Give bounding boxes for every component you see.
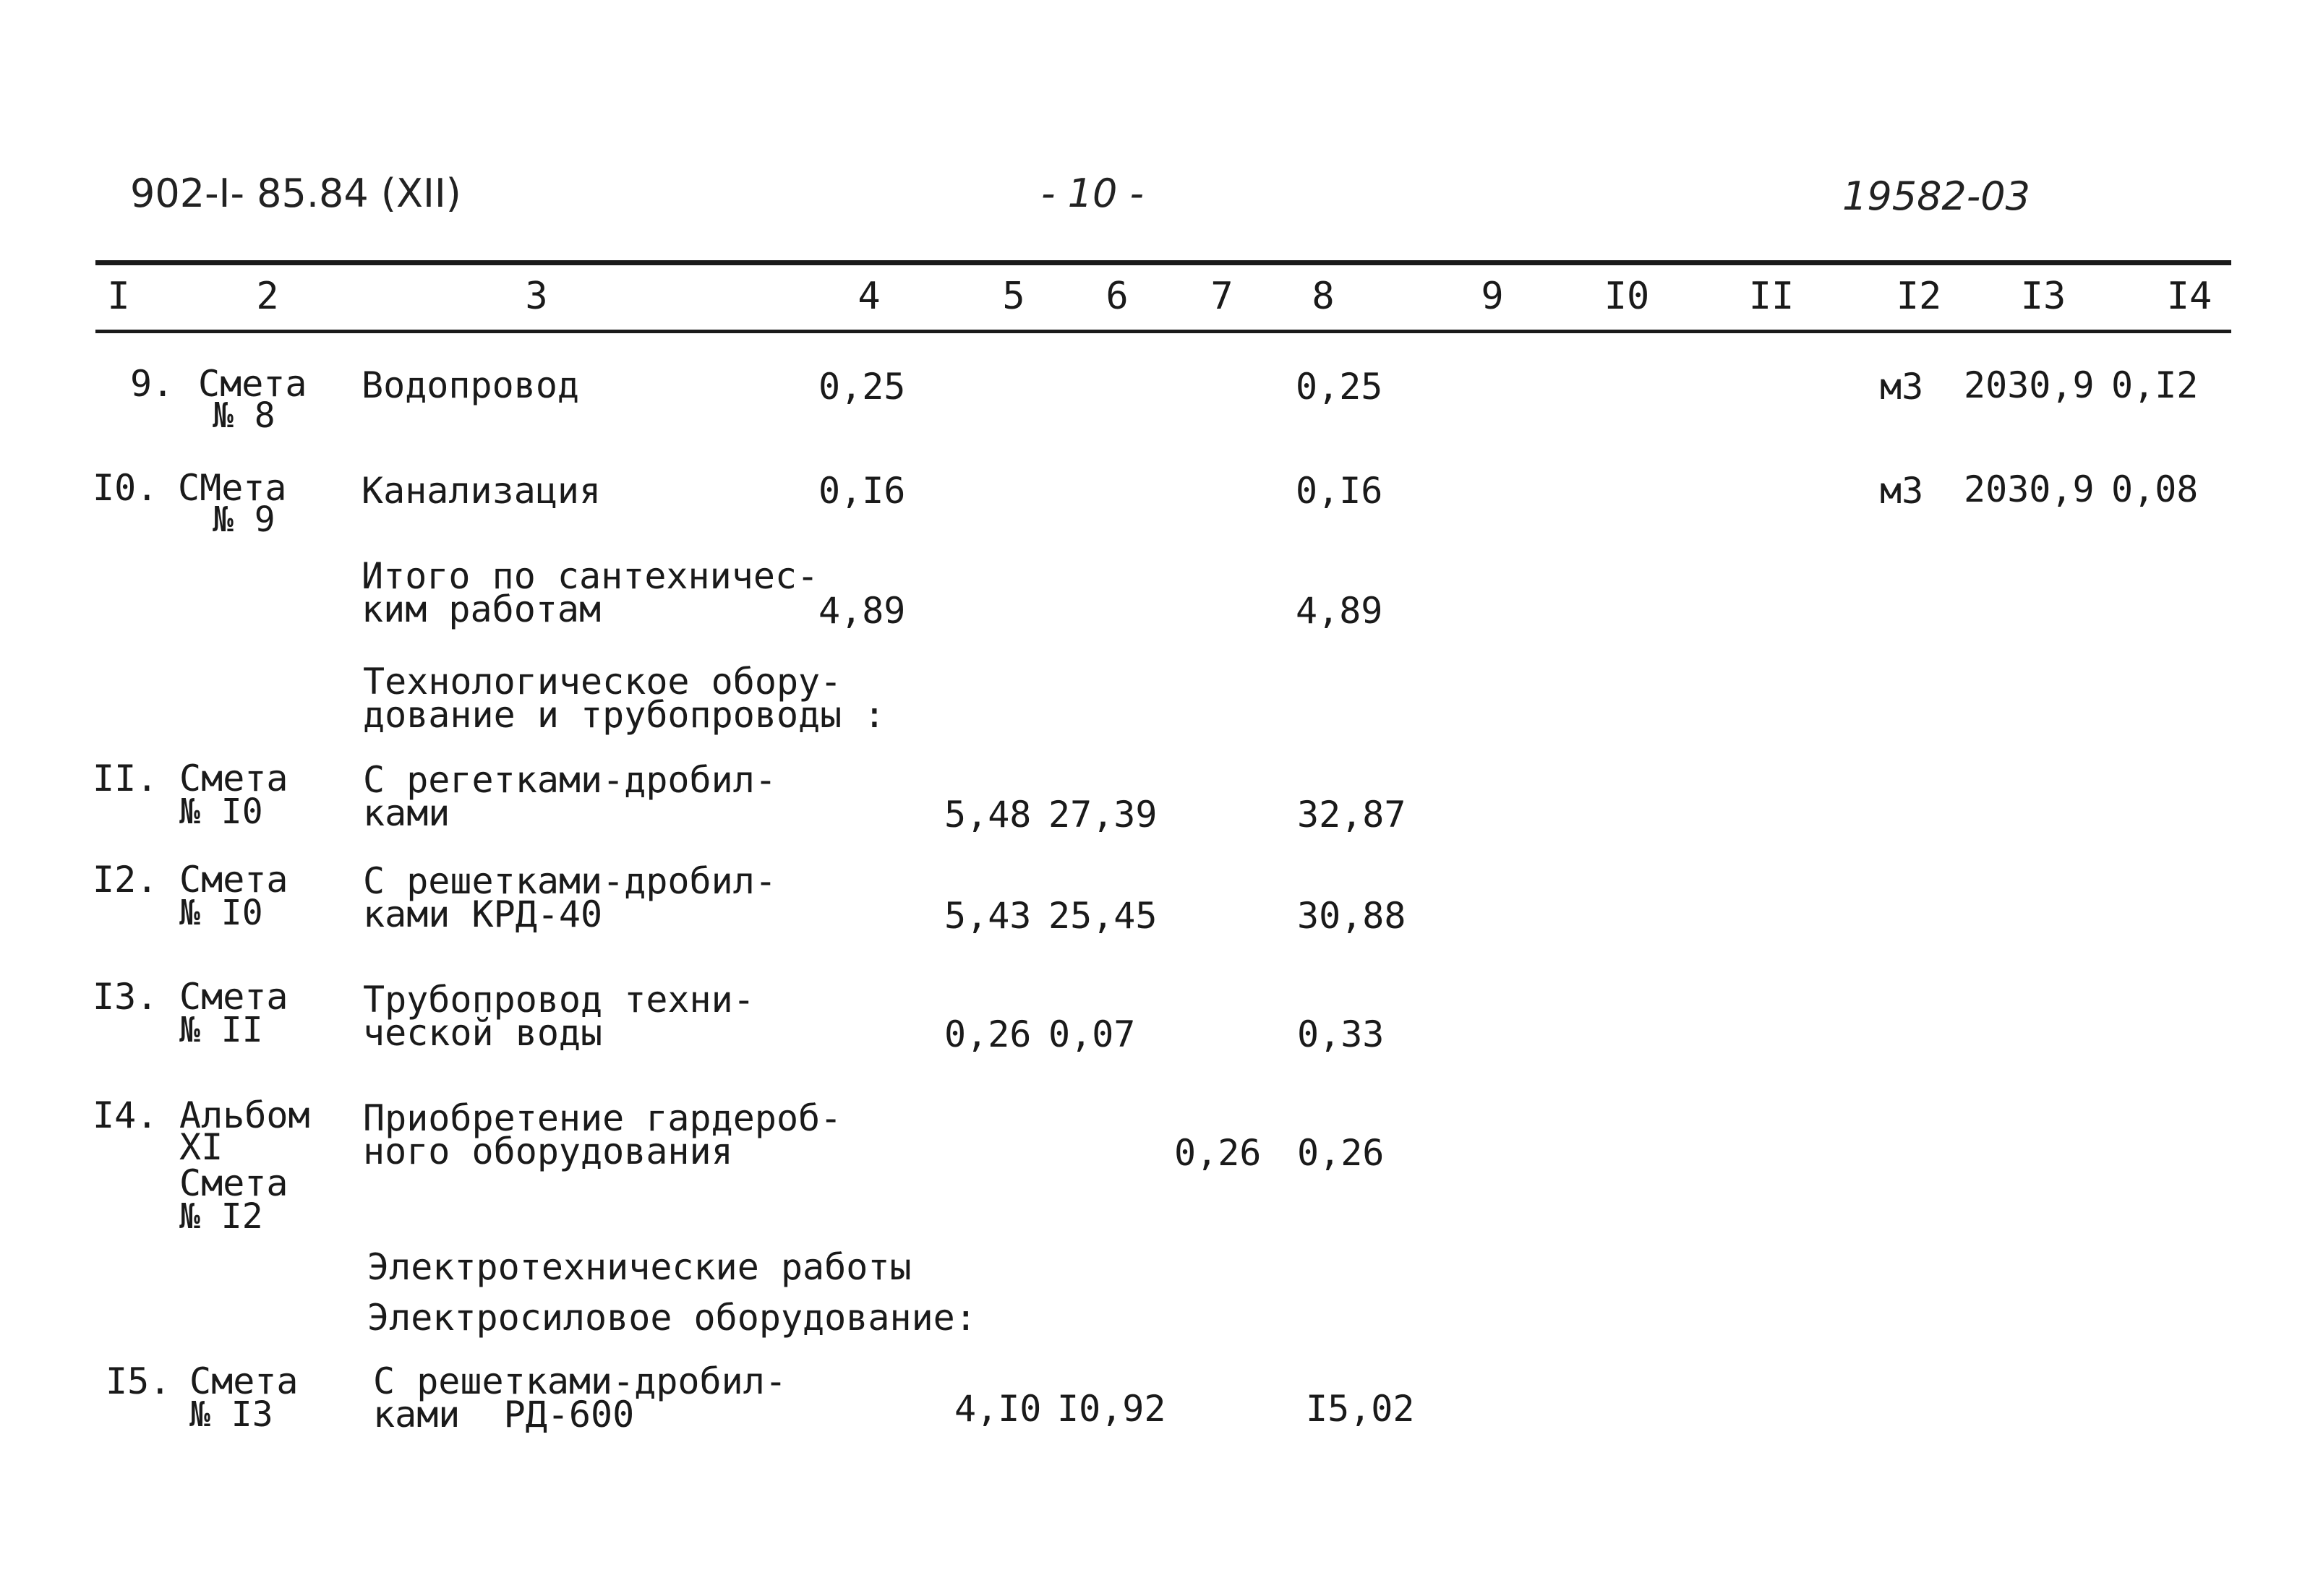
row-10-col8: 0,I6	[1296, 470, 1383, 512]
row-15-col5: 4,I0	[954, 1388, 1042, 1430]
row-15-number: I5.	[106, 1360, 171, 1402]
row-13-col8: 0,33	[1297, 1013, 1385, 1055]
row-12-col5: 5,43	[944, 895, 1032, 937]
column-header-1: I	[107, 275, 130, 318]
row-15-basis-line2: № I3	[189, 1394, 273, 1435]
subtotal-plumbing-col8: 4,89	[1296, 590, 1383, 632]
column-header-12: I2	[1896, 275, 1942, 318]
row-12-basis-line1: Смета	[179, 859, 288, 901]
row-14-basis-line2: XI	[179, 1126, 223, 1168]
row-15-basis-line1: Смета	[189, 1360, 299, 1402]
row-11-name-line1: С регетками-дробил-	[363, 759, 777, 801]
section-electrical-power-equipment: Электросиловое оборудование:	[367, 1297, 977, 1339]
row-12-name-line1: С решетками-дробил-	[363, 860, 777, 902]
row-10-col13: 2030,9	[1964, 468, 2095, 510]
row-13-basis-line2: № II	[179, 1010, 263, 1050]
row-10-basis-line2: № 9	[213, 499, 275, 540]
row-10-col4: 0,I6	[818, 470, 906, 512]
row-12-col8: 30,88	[1297, 895, 1406, 937]
row-13-name-line2: ческой воды	[363, 1012, 603, 1054]
row-14-name-line1: Приобретение гардероб-	[363, 1097, 842, 1139]
section-technological-line2: дование и трубопроводы :	[363, 694, 886, 736]
section-electrical-works: Электротехнические работы	[367, 1246, 912, 1288]
column-header-10: I0	[1604, 275, 1650, 318]
document-number: 19582-03	[1842, 173, 2030, 219]
row-14-basis-line1: Альбом	[179, 1094, 310, 1136]
row-9-col8: 0,25	[1296, 366, 1383, 408]
row-15-name-line1: С решетками-дробил-	[373, 1360, 787, 1402]
subtotal-plumbing-line2: ким работам	[362, 588, 602, 630]
header-bottom-rule	[95, 330, 2231, 333]
row-12-name-line2: ками КРД-40	[363, 893, 603, 935]
row-10-number: I0.	[93, 467, 158, 509]
row-11-col6: 27,39	[1048, 794, 1158, 836]
row-9-col4: 0,25	[818, 366, 906, 408]
row-10-name: Канализация	[362, 470, 602, 512]
row-11-col5: 5,48	[944, 794, 1032, 836]
row-12-col6: 25,45	[1048, 895, 1158, 937]
row-12-basis-line2: № I0	[179, 893, 263, 933]
row-10-basis-line1: СМета	[178, 467, 287, 509]
column-header-13: I3	[2020, 275, 2066, 318]
column-header-4: 4	[858, 275, 881, 318]
page-number: - 10 -	[1041, 171, 1145, 216]
row-15-name-line2: ками РД-600	[373, 1394, 635, 1436]
row-14-col8: 0,26	[1297, 1132, 1385, 1174]
row-11-name-line2: ками	[363, 792, 450, 834]
subtotal-plumbing-col4: 4,89	[818, 590, 906, 632]
column-header-6: 6	[1106, 275, 1129, 318]
row-13-name-line1: Трубопровод техни-	[363, 979, 755, 1021]
row-11-number: II.	[93, 758, 158, 799]
row-9-col14: 0,I2	[2111, 364, 2199, 406]
row-14-basis-line3: Смета	[179, 1162, 288, 1204]
row-12-number: I2.	[93, 859, 158, 901]
document-code: 902-I- 85.84 (XII)	[130, 171, 461, 216]
row-11-basis-line1: Смета	[179, 758, 288, 799]
row-14-col7: 0,26	[1174, 1132, 1262, 1174]
row-13-col5: 0,26	[944, 1013, 1032, 1055]
column-header-7: 7	[1210, 275, 1233, 318]
column-header-8: 8	[1312, 275, 1335, 318]
section-technological-line1: Технологическое обору-	[363, 661, 842, 703]
table-top-rule	[95, 260, 2231, 265]
column-header-2: 2	[256, 275, 279, 318]
row-13-number: I3.	[93, 976, 158, 1018]
row-9-name: Водопровод	[362, 364, 580, 406]
row-15-col6: I0,92	[1057, 1388, 1166, 1430]
row-14-basis-line4: № I2	[179, 1196, 263, 1237]
row-13-col6: 0,07	[1048, 1013, 1136, 1055]
row-10-col14: 0,08	[2111, 468, 2199, 510]
row-11-basis-line2: № I0	[179, 791, 263, 832]
column-header-3: 3	[525, 275, 548, 318]
row-10-col12: м3	[1880, 470, 1924, 512]
column-header-11: II	[1748, 275, 1795, 318]
row-14-number: I4.	[93, 1094, 158, 1136]
row-13-basis-line1: Смета	[179, 976, 288, 1018]
row-9-basis-line2: № 8	[213, 395, 275, 436]
subtotal-plumbing-line1: Итого по сантехничес-	[362, 555, 819, 597]
row-9-col13: 2030,9	[1964, 364, 2095, 406]
row-9-number: 9.	[130, 363, 174, 405]
row-14-name-line2: ного оборудования	[363, 1130, 733, 1172]
column-header-14: I4	[2166, 275, 2212, 318]
row-11-col8: 32,87	[1297, 794, 1406, 836]
column-header-9: 9	[1481, 275, 1504, 318]
column-header-5: 5	[1002, 275, 1025, 318]
row-9-col12: м3	[1880, 366, 1924, 408]
row-9-basis-line1: Смета	[198, 363, 307, 405]
row-15-col8: I5,02	[1306, 1388, 1415, 1430]
